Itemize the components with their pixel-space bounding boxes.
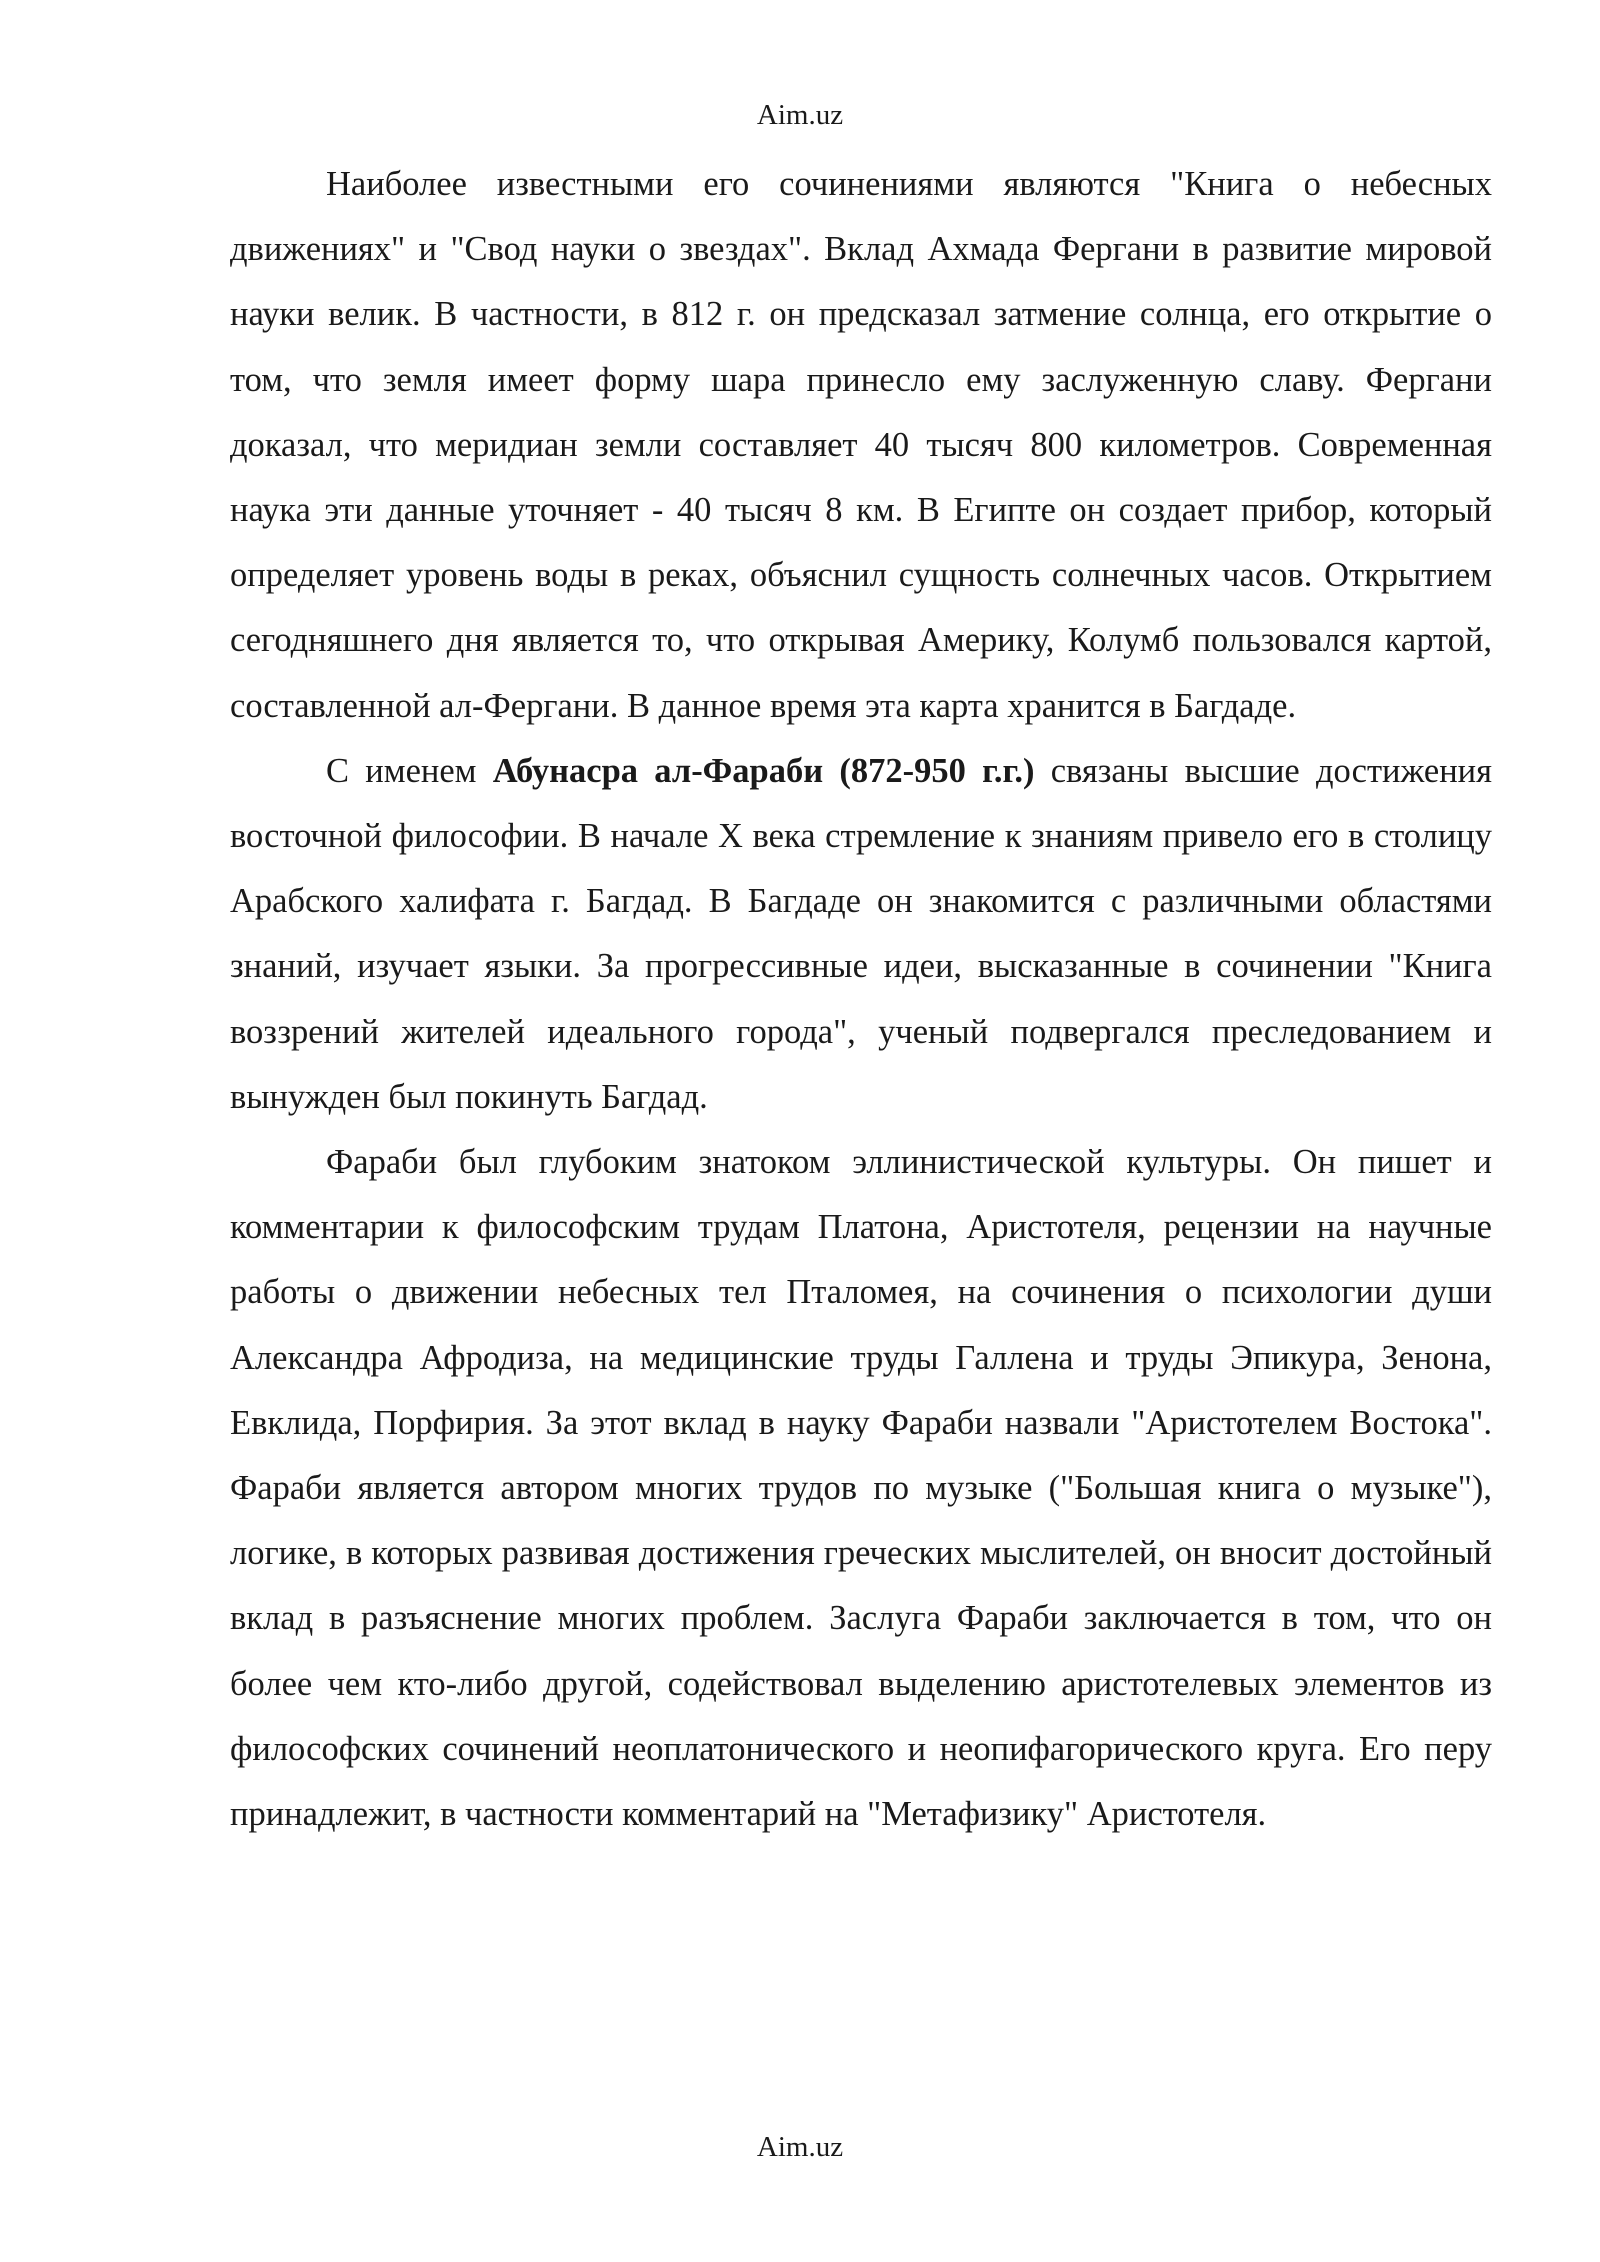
paragraph-text: связаны высшие достижения восточной философии. В начале X века стремление к знаниям привело его в столицу Арабского халифата г. Багдад. В Багдаде он знакомится с различными областями знаний, изучает языки. За прогрессивные идеи, высказанные в сочинении "Книга воззрений жителей идеального города", ученый подвергался преследованием и вынужден был покинуть Багдад. bbox=[230, 751, 1493, 1116]
document-body bbox=[230, 152, 1492, 1847]
paragraph-farabi-intro bbox=[230, 739, 1492, 1130]
bold-name-farabi: Абунасра ал-Фараби (872-950 г.г.) bbox=[492, 751, 1035, 790]
paragraph-farabi-works: Фараби был глубоким знатоком эллинистической культуры. Он пишет и комментарии к философским трудам Платона, Аристотеля, рецензии на научные работы о движении небесных тел Пталомея, на сочинения о психологии души Александра Афродиза, на медицинские труды Галлена и труды Эпикура, Зенона, Евклида, Порфирия. За этот вклад в науку Фараби назвали "Аристотелем Востока". Фараби является автором многих трудов по музыке ("Большая книга о музыке"), логике, в которых развивая достижения греческих мыслителей, он вносит достойный вклад в разъяснение многих проблем. Заслуга Фараби заключается в том, что он более чем кто-либо другой, содействовал выделению аристотелевых элементов из философских сочинений неоплатонического и неопифагорического круга. Его перу принадлежит, в частности комментарий на "Метафизику" Аристотеля. bbox=[230, 1143, 1492, 1834]
paragraph-text: С именем bbox=[326, 751, 493, 790]
page-footer: Aim.uz bbox=[756, 2131, 844, 2163]
paragraph-fergani: Наиболее известными его сочинениями являются "Книга о небесных движениях" и "Свод науки о звездах". Вклад Ахмада Фергани в развитие мировой науки велик. В частности, в 812 г. он предсказал затмение солнца, его открытие о том, что земля имеет форму шара принесло ему заслуженную славу. Фергани доказал, что меридиан земли составляет 40 тысяч 800 километров. Современная наука эти данные уточняет - 40 тысяч 8 км. В Египте он создает прибор, который определяет уровень воды в реках, объяснил сущность солнечных часов. Открытием сегодняшнего дня является то, что открывая Америку, Колумб пользовался картой, составленной ал-Фергани. В данное время эта карта хранится в Багдаде. bbox=[230, 165, 1492, 725]
page-header: Aim.uz bbox=[756, 99, 844, 131]
